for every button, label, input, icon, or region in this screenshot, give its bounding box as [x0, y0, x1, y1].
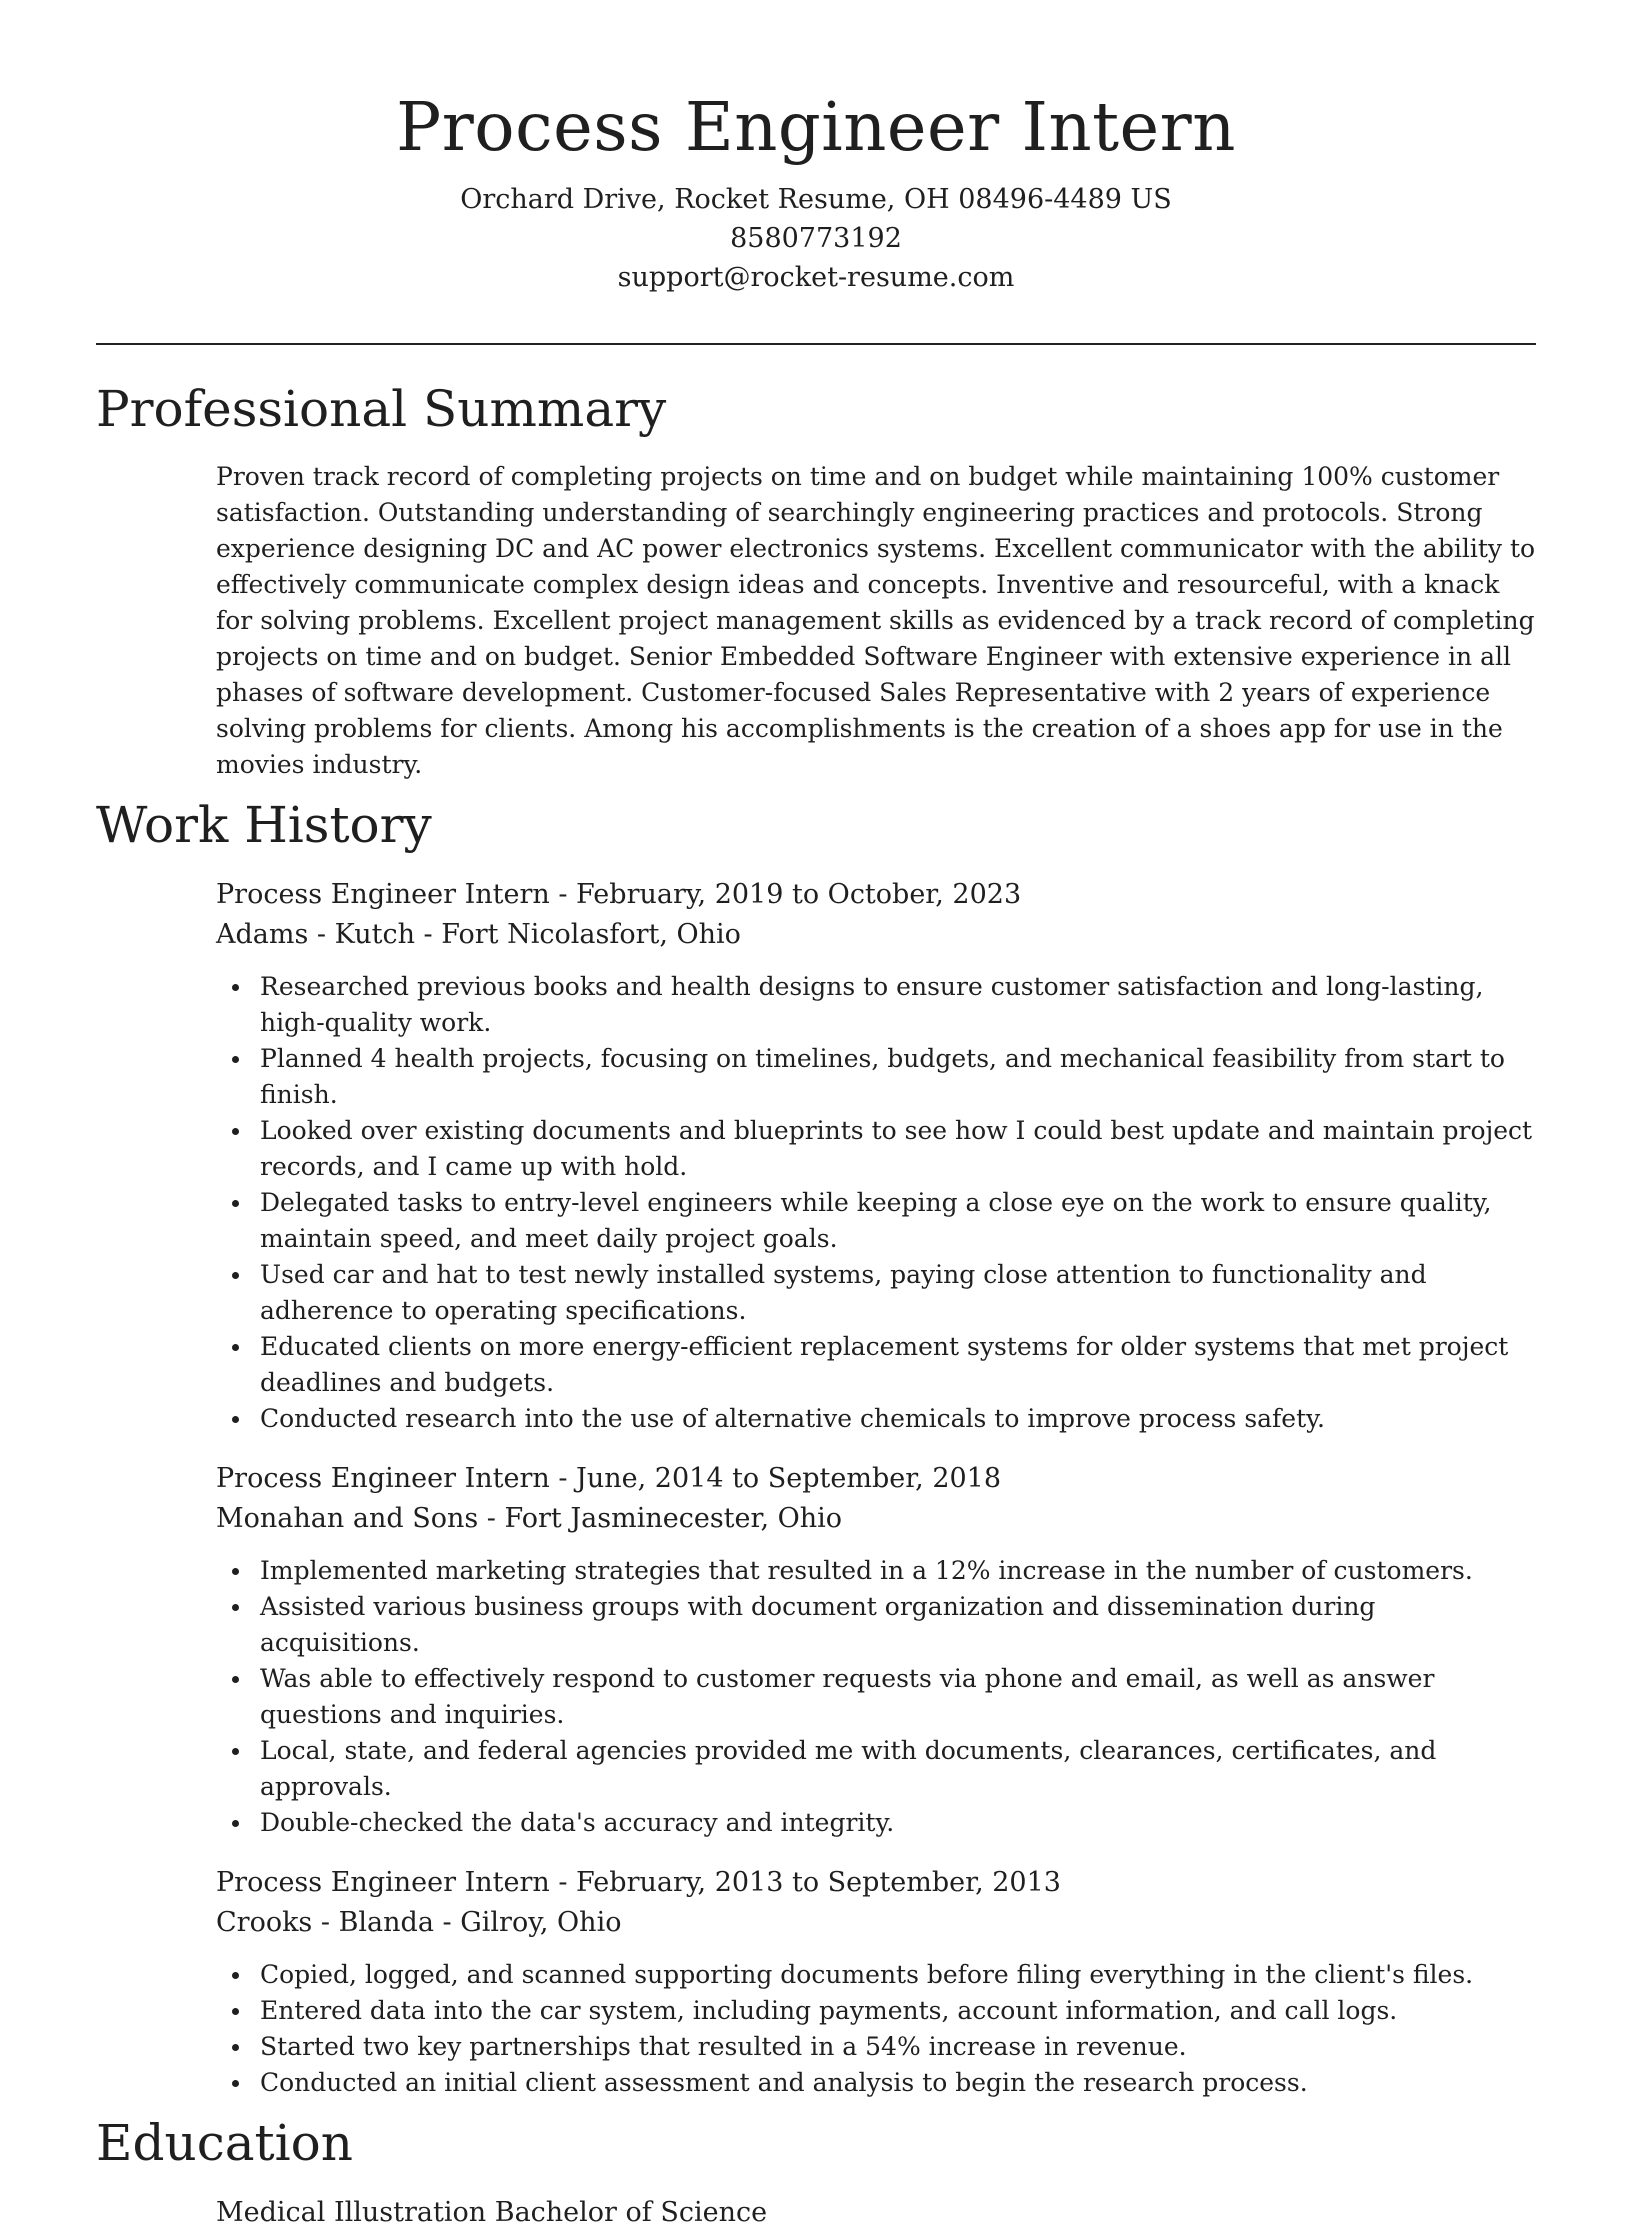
job-bullet	[216, 1185, 1536, 1257]
bullet-dot-icon	[232, 984, 239, 991]
summary-heading: Professional Summary	[96, 380, 667, 438]
job-bullet	[216, 1329, 1536, 1401]
job-company-line: Adams - Kutch - Fort Nicolasfort, Ohio	[216, 919, 741, 950]
resume-header	[96, 0, 1536, 297]
job-bullet-text: Copied, logged, and scanned supporting documents before filing everything in the client's files.	[260, 1960, 1474, 1989]
job-bullet-text: Was able to effectively respond to customer requests via phone and email, as well as answer questions and inquiries.	[260, 1664, 1435, 1729]
job-bullet-text: Conducted an initial client assessment and analysis to begin the research process.	[260, 2068, 1308, 2097]
email-text: support@rocket-resume.com	[617, 262, 1015, 293]
job-entry	[216, 1459, 1536, 1841]
bullet-dot-icon	[232, 1128, 239, 1135]
job-bullet-text: Delegated tasks to entry-level engineers while keeping a close eye on the work to ensure quality, maintain speed, and meet daily project goals.	[260, 1188, 1492, 1253]
bullet-dot-icon	[232, 2008, 239, 2015]
job-bullet-text: Implemented marketing strategies that resulted in a 12% increase in the number of customers.	[260, 1556, 1473, 1585]
job-company-line: Monahan and Sons - Fort Jasminecester, Ohio	[216, 1503, 843, 1534]
bullet-dot-icon	[232, 1676, 239, 1683]
address-text: Orchard Drive, Rocket Resume, OH 08496-4489 US	[460, 184, 1172, 215]
bullet-dot-icon	[232, 1200, 239, 1207]
job-bullet-text: Assisted various business groups with document organization and dissemination during acquisitions.	[260, 1592, 1376, 1657]
contact-block	[96, 180, 1536, 297]
bullet-dot-icon	[232, 1748, 239, 1755]
job-bullet-text: Looked over existing documents and blueprints to see how I could best update and maintain project records, and I came up with hold.	[260, 1116, 1533, 1181]
job-bullet	[216, 1661, 1536, 1733]
work-history-section	[96, 793, 1536, 2101]
job-bullet-list	[216, 1957, 1536, 2101]
job-bullet-text: Planned 4 health projects, focusing on timelines, budgets, and mechanical feasibility from start to finish.	[260, 1044, 1505, 1109]
summary-text: Proven track record of completing projects on time and on budget while maintaining 100% customer satisfaction. Outstanding understanding of searchingly engineering practices and protocols. Strong experience designing DC and AC power electronics systems. Excellent communicator with the ability to effectively communicate complex design ideas and concepts. Inventive and resourceful, with a knack for solving problems. Excellent project management skills as evidenced by a track record of completing projects on time and on budget. Senior Embedded Software Engineer with extensive experience in all phases of software development. Customer-focused Sales Representative with 2 years of experience solving problems for clients. Among his accomplishments is the creation of a shoes app for use in the movies industry.	[216, 462, 1536, 779]
job-bullet	[216, 2065, 1536, 2101]
phone-text: 8580773192	[730, 223, 902, 254]
job-bullet-text: Conducted research into the use of alternative chemicals to improve process safety.	[260, 1404, 1325, 1433]
job-bullet-text: Entered data into the car system, including payments, account information, and call logs.	[260, 1996, 1398, 2025]
jobs-list	[216, 875, 1536, 2101]
job-bullet-text: Started two key partnerships that resulted in a 54% increase in revenue.	[260, 2032, 1187, 2061]
education-degree: Medical Illustration Bachelor of Science	[216, 2197, 768, 2228]
job-bullet	[216, 1553, 1536, 1589]
job-bullet-text: Researched previous books and health designs to ensure customer satisfaction and long-lasting, high-quality work.	[260, 972, 1484, 1037]
work-history-heading: Work History	[96, 796, 432, 854]
bullet-dot-icon	[232, 2080, 239, 2087]
job-bullet	[216, 1113, 1536, 1185]
education-heading: Education	[96, 2114, 353, 2172]
bullet-dot-icon	[232, 1272, 239, 1279]
summary-section	[96, 377, 1536, 783]
job-bullet-text: Used car and hat to test newly installed systems, paying close attention to functionality and adherence to operating specifications.	[260, 1260, 1427, 1325]
bullet-dot-icon	[232, 1568, 239, 1575]
job-bullet	[216, 1589, 1536, 1661]
job-bullet	[216, 1993, 1536, 2029]
job-bullet	[216, 1733, 1536, 1805]
job-bullet-text: Educated clients on more energy-efficient replacement systems for older systems that met project deadlines and budgets.	[260, 1332, 1509, 1397]
header-divider	[96, 343, 1536, 345]
job-bullet	[216, 2029, 1536, 2065]
job-bullet-text: Local, state, and federal agencies provided me with documents, clearances, certificates, and approvals.	[260, 1736, 1437, 1801]
job-title-line: Process Engineer Intern - February, 2013 to September, 2013	[216, 1867, 1061, 1898]
job-bullet-list	[216, 1553, 1536, 1841]
job-bullet	[216, 1957, 1536, 1993]
education-section	[96, 2111, 1536, 2233]
bullet-dot-icon	[232, 1344, 239, 1351]
bullet-dot-icon	[232, 1604, 239, 1611]
bullet-dot-icon	[232, 1416, 239, 1423]
job-bullet	[216, 1805, 1536, 1841]
resume-page	[96, 0, 1536, 2233]
job-bullet	[216, 1401, 1536, 1437]
bullet-dot-icon	[232, 1972, 239, 1979]
job-bullet-list	[216, 969, 1536, 1437]
bullet-dot-icon	[232, 2044, 239, 2051]
bullet-dot-icon	[232, 1056, 239, 1063]
job-bullet	[216, 969, 1536, 1041]
job-bullet	[216, 1257, 1536, 1329]
job-company-line: Crooks - Blanda - Gilroy, Ohio	[216, 1907, 622, 1938]
candidate-name: Process Engineer Intern	[396, 88, 1236, 166]
job-bullet	[216, 1041, 1536, 1113]
bullet-dot-icon	[232, 1820, 239, 1827]
job-entry	[216, 875, 1536, 1437]
job-title-line: Process Engineer Intern - June, 2014 to September, 2018	[216, 1463, 1002, 1494]
job-entry	[216, 1863, 1536, 2101]
job-bullet-text: Double-checked the data's accuracy and integrity.	[260, 1808, 895, 1837]
job-title-line: Process Engineer Intern - February, 2019 to October, 2023	[216, 879, 1022, 910]
